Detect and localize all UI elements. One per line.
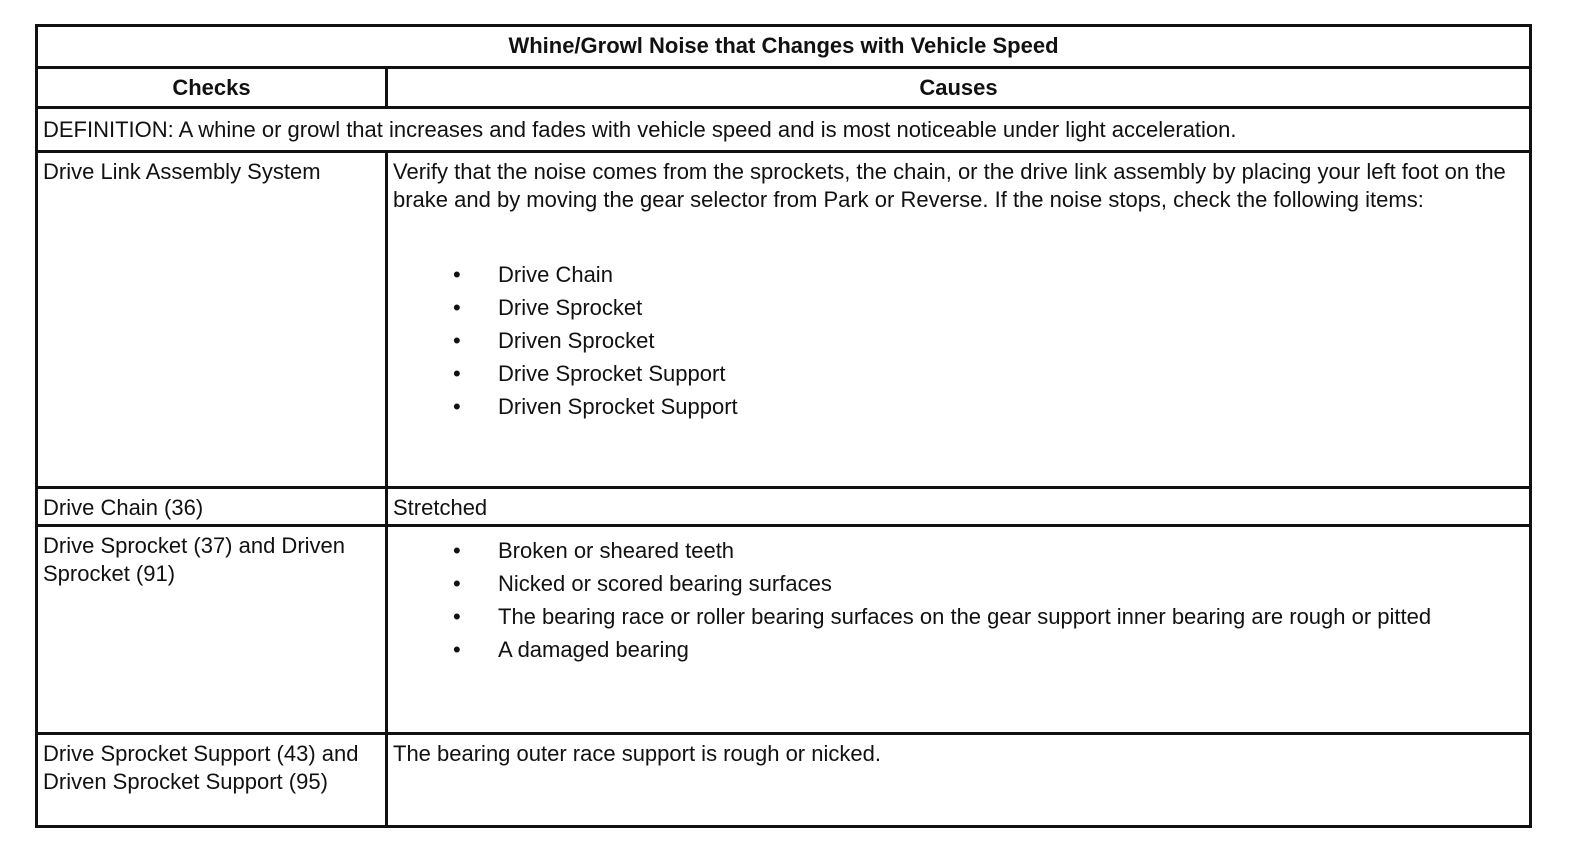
table-title: Whine/Growl Noise that Changes with Vehicle Speed bbox=[37, 26, 1531, 68]
list-item: • Drive Chain bbox=[453, 258, 1524, 291]
check-cell: Drive Sprocket (37) and Driven Sprocket (91) bbox=[37, 526, 387, 734]
table-row bbox=[37, 526, 1531, 734]
table-row bbox=[37, 488, 1531, 526]
cause-cell bbox=[387, 152, 1531, 488]
cause-cell: Stretched bbox=[387, 488, 1531, 526]
table-row bbox=[37, 152, 1531, 488]
list-item: • Nicked or scored bearing surfaces bbox=[453, 570, 1524, 598]
list-item: • The bearing race or roller bearing surfaces on the gear support inner bearing are rough or pitted bbox=[453, 603, 1524, 631]
list-item: • A damaged bearing bbox=[453, 636, 1524, 664]
list-item: • Driven Sprocket Support bbox=[453, 390, 1524, 423]
causes-header: Causes bbox=[387, 68, 1531, 108]
list-item: • Broken or sheared teeth bbox=[453, 537, 1524, 565]
list-item: • Drive Sprocket bbox=[453, 291, 1524, 324]
cause-cell: The bearing outer race support is rough or nicked. bbox=[387, 734, 1531, 827]
table-row bbox=[37, 734, 1531, 827]
diagnostic-table bbox=[35, 24, 1532, 828]
check-cell: Drive Link Assembly System bbox=[37, 152, 387, 488]
cause-bullet-list bbox=[393, 537, 1524, 664]
cause-cell bbox=[387, 526, 1531, 734]
check-cell: Drive Sprocket Support (43) and Driven Sprocket Support (95) bbox=[37, 734, 387, 827]
cause-text: Verify that the noise comes from the sprockets, the chain, or the drive link assembly by placing your left foot on the brake and by moving the gear selector from Park or Reverse. If the noise stops, check the following items: bbox=[393, 159, 1506, 212]
definition-text: DEFINITION: A whine or growl that increases and fades with vehicle speed and is most noticeable under light acceleration. bbox=[37, 108, 1531, 152]
list-item: • Drive Sprocket Support bbox=[453, 357, 1524, 390]
table-title-row bbox=[37, 26, 1531, 68]
definition-row bbox=[37, 108, 1531, 152]
check-cell: Drive Chain (36) bbox=[37, 488, 387, 526]
table-header-row bbox=[37, 68, 1531, 108]
list-item: • Driven Sprocket bbox=[453, 324, 1524, 357]
checks-header: Checks bbox=[37, 68, 387, 108]
cause-bullet-list bbox=[393, 258, 1524, 423]
